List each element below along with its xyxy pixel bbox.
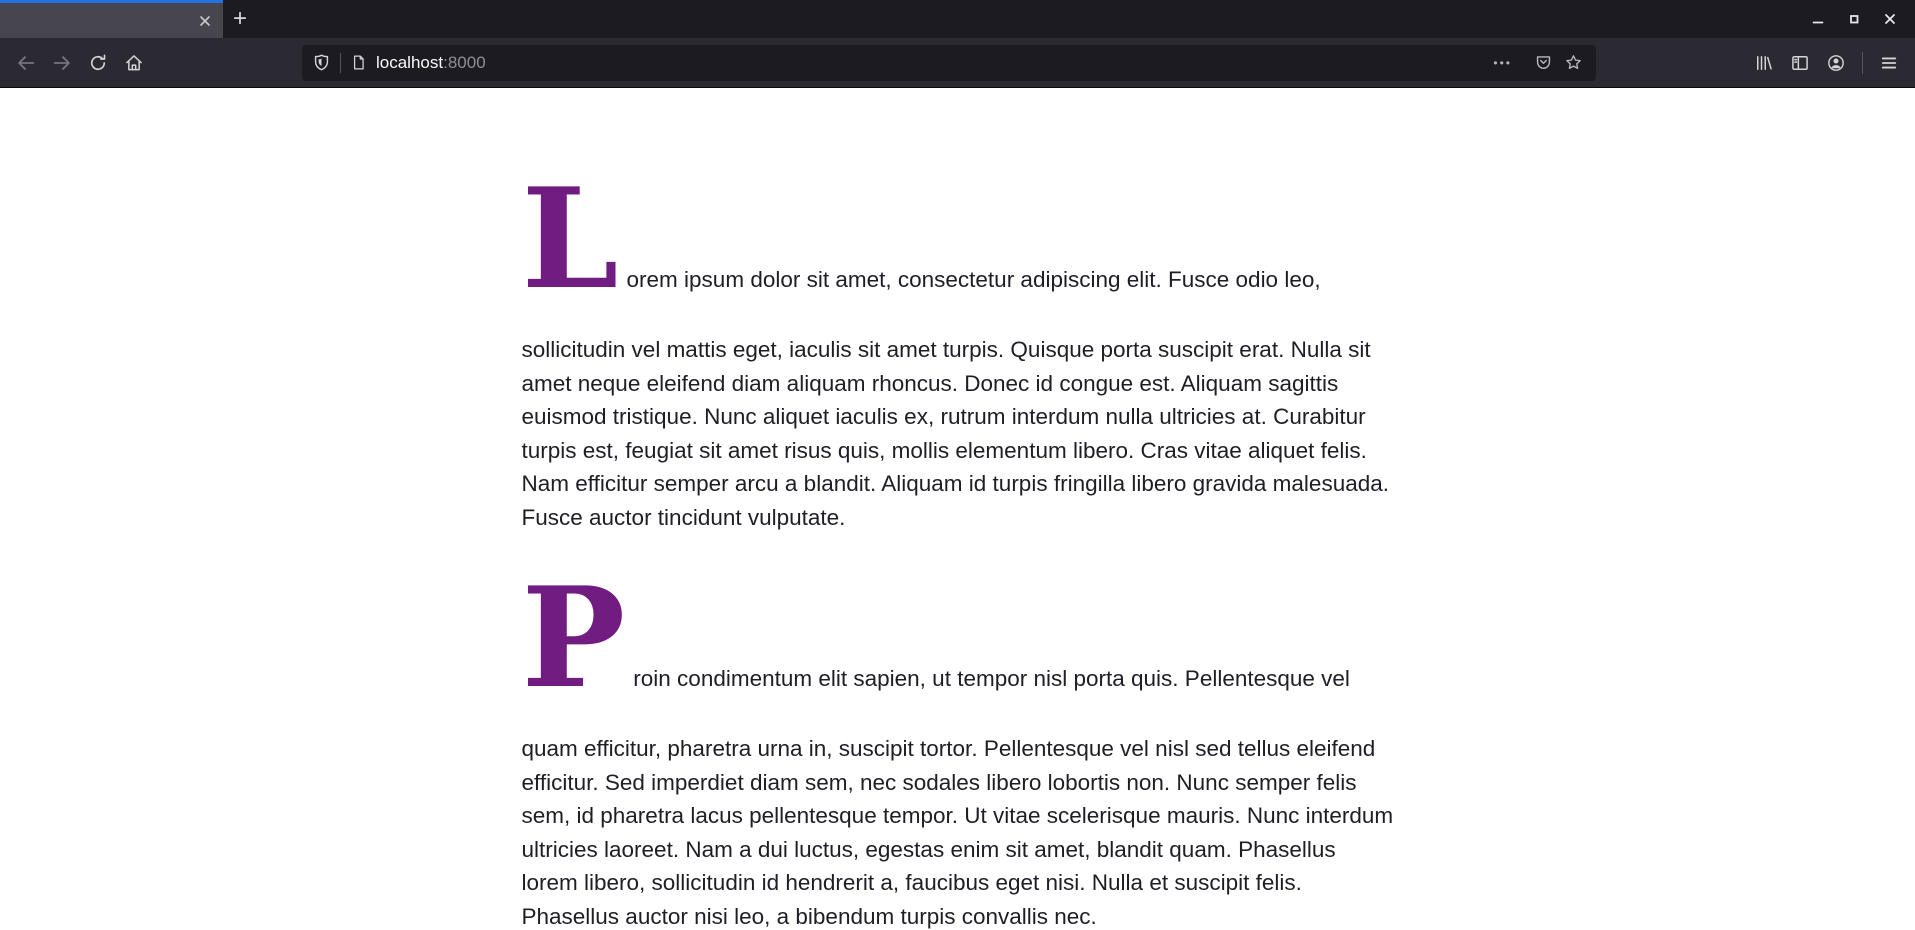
account-button[interactable] (1819, 46, 1853, 80)
tracking-protection-shield-icon[interactable] (312, 53, 331, 72)
page-icon[interactable] (350, 54, 367, 71)
forward-icon (51, 52, 73, 74)
library-icon (1754, 53, 1774, 73)
paragraph (522, 145, 1394, 534)
reload-button[interactable] (81, 46, 115, 80)
home-button[interactable] (117, 46, 151, 80)
dropcap-letter: L (521, 157, 619, 320)
page-actions-icon[interactable]: ••• (1493, 55, 1512, 70)
sidebar-button[interactable] (1783, 46, 1817, 80)
forward-button[interactable] (45, 46, 79, 80)
paragraph (522, 544, 1394, 930)
new-tab-button[interactable]: + (232, 5, 247, 32)
dropcap-letter: P (521, 556, 626, 719)
page-content (0, 88, 1915, 930)
urlbar-divider (340, 53, 341, 73)
url-bar[interactable] (302, 45, 1596, 81)
toolbar-separator (1862, 52, 1863, 74)
sidebar-icon (1790, 53, 1810, 73)
browser-tab[interactable] (0, 0, 223, 38)
article (522, 88, 1394, 930)
back-button[interactable] (9, 46, 43, 80)
paragraph-text: orem ipsum dolor sit amet, consectetur adipiscing elit. Fusce odio leo, sollicitudin vel mattis eget, iaculis sit amet turpis. Quisque porta suscipit erat. Nulla sit amet neque eleifend diam aliquam rhoncus. Donec id congue est. Aliquam sagittis euismod tristique. Nunc aliquet iaculis ex, rutrum interdum nulla ultricies at. Curabitur turpis est, feugiat sit amet risus quis, mollis elementum libero. Cras vitae aliquet felis. Nam efficitur semper arcu a blandit. Aliquam id turpis fringilla libero gravida malesuada. Fusce auctor tincidunt vulputate. (521, 267, 1390, 530)
reload-icon (88, 53, 108, 73)
url-host: localhost (376, 52, 444, 72)
library-button[interactable] (1747, 46, 1781, 80)
menu-icon (1879, 53, 1899, 73)
tab-bar-spacer (257, 0, 1805, 38)
menu-button[interactable] (1872, 46, 1906, 80)
navigation-toolbar (0, 38, 1915, 88)
tab-bar (0, 0, 1915, 38)
url-text[interactable] (376, 53, 486, 73)
pocket-icon[interactable] (1530, 50, 1556, 76)
back-icon (15, 52, 37, 74)
paragraph-text: roin condimentum elit sapien, ut tempor nisl porta quis. Pellentesque vel quam efficitur, pharetra urna in, suscipit tortor. Pellentesque vel nisl sed tellus eleifend efficitur. Sed imperdiet diam sem, nec sodales libero lobortis non. Nunc semper felis sem, id pharetra lacus pellentesque tempor. Ut vitae scelerisque mauris. Nunc interdum ultricies laoreet. Nam a dui luctus, egestas enim sit amet, blandit quam. Phasellus lorem libero, sollicitudin id hendrerit a, faucibus eget nisi. Nulla et suscipit felis. Phasellus auctor nisi leo, a bibendum turpis convallis nec. (521, 666, 1394, 929)
url-port: :8000 (443, 52, 486, 72)
bookmark-star-icon[interactable] (1560, 50, 1586, 76)
window-minimize-icon[interactable] (1805, 6, 1831, 32)
window-controls (1805, 0, 1915, 38)
tab-close-icon[interactable] (195, 11, 215, 31)
account-icon (1826, 53, 1846, 73)
window-maximize-icon[interactable] (1841, 6, 1867, 32)
home-icon (124, 53, 144, 73)
window-close-icon[interactable] (1877, 6, 1903, 32)
